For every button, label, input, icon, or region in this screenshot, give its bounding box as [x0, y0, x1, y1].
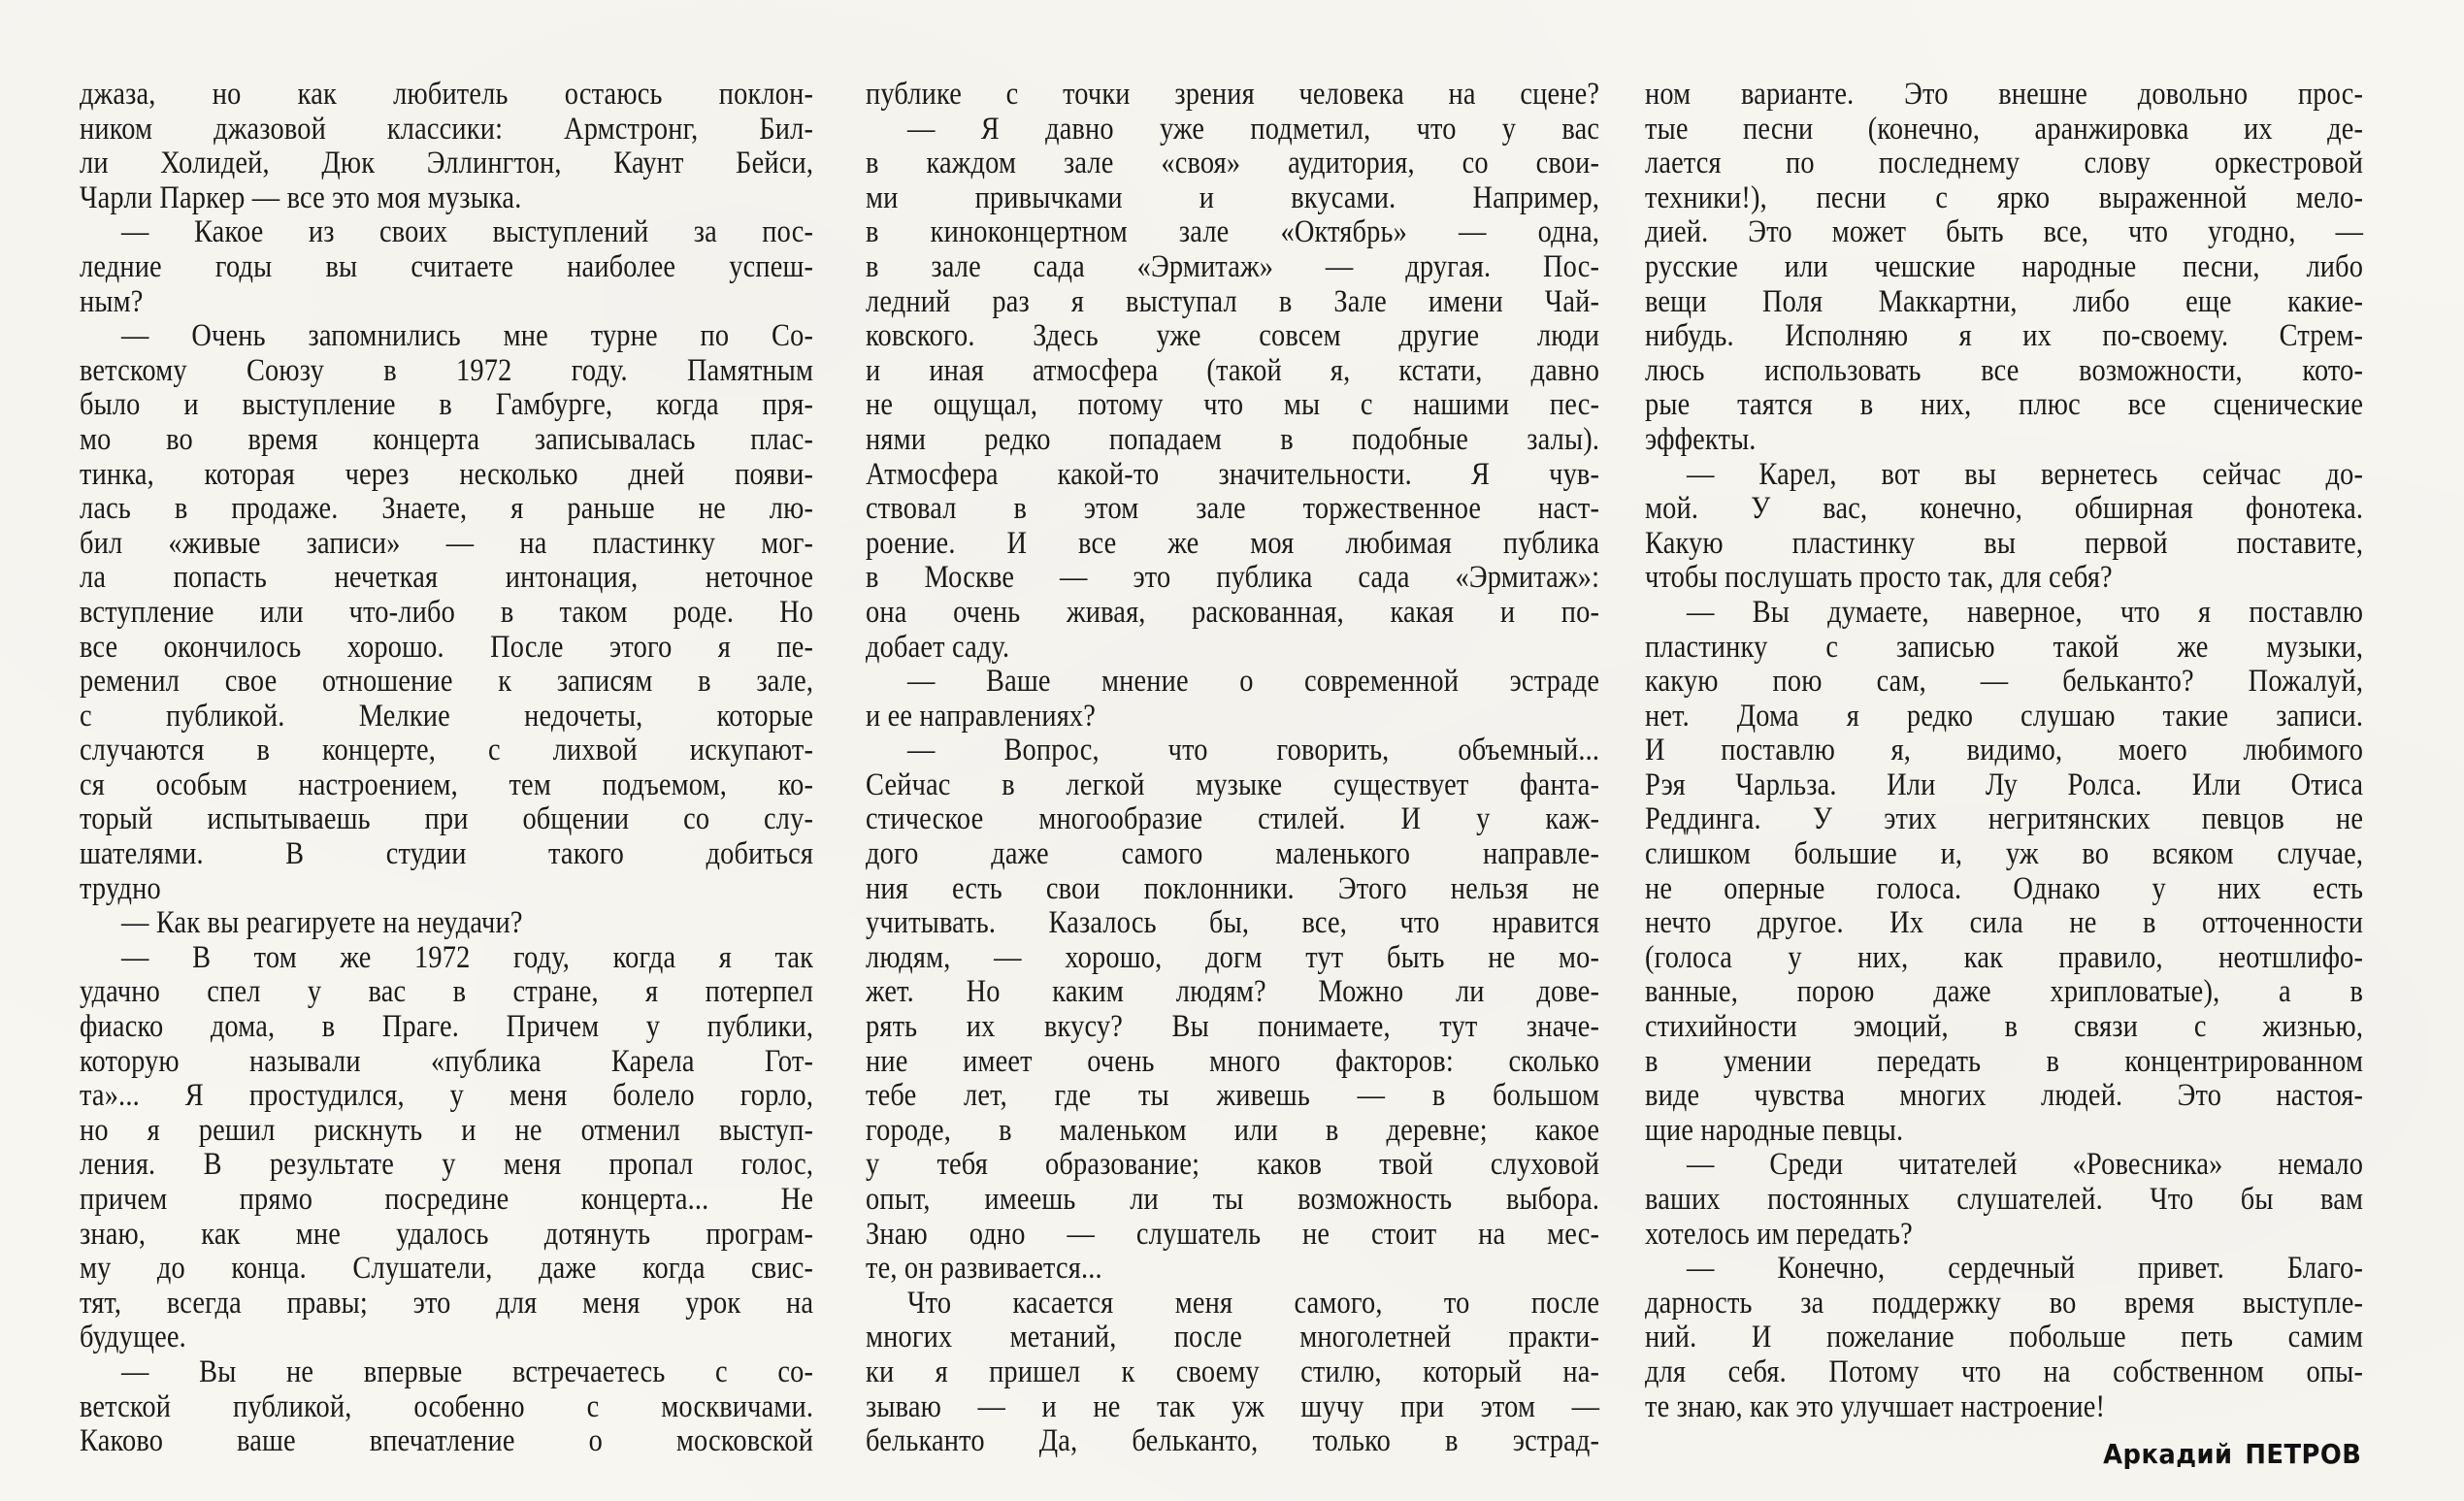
text-line: зываю — и не так уж шучу при этом —	[866, 1388, 1600, 1424]
text-line: рять их вкусу? Вы понимаете, тут значе-	[866, 1009, 1600, 1045]
text-line: тинка, которая через несколько дней появи-	[80, 456, 814, 492]
text-line: ледние годы вы считаете наиболее успеш-	[80, 248, 814, 284]
text-line: нями редко попадаем в подобные залы).	[866, 421, 1600, 457]
text-line: причем прямо посредине концерта... Не	[80, 1182, 814, 1217]
text-line: мой. У вас, конечно, обширная фонотека.	[1645, 491, 2364, 527]
text-line: людям, — хорошо, догм тут быть не мо-	[866, 939, 1600, 975]
text-line: тебе лет, где ты живешь — в большом	[866, 1078, 1600, 1114]
text-line: Атмосфера какой-то значительности. Я чув-	[866, 456, 1600, 492]
text-line: нет. Дома я редко слушаю такие записи.	[1645, 698, 2364, 734]
text-line: знаю, как мне удалось дотянуть програм-	[80, 1216, 814, 1252]
text-line: — Я давно уже подметил, что у вас	[907, 111, 1600, 147]
author-signature	[2103, 1438, 2361, 1470]
article-column-2	[866, 78, 1599, 1459]
text-line: в Москве — это публика сада «Эрмитаж»:	[866, 560, 1600, 596]
text-line: ления. В результате у меня пропал голос,	[80, 1147, 814, 1183]
text-line: но я решил рискнуть и не отменил выступ-	[80, 1112, 814, 1148]
text-line: И поставлю я, видимо, моего любимого	[1645, 733, 2364, 768]
text-line: Знаю одно — слушатель не стоит на мес-	[866, 1216, 1600, 1252]
text-line: ременил свое отношение к записям в зале,	[80, 664, 814, 700]
article-column-1	[80, 78, 813, 1459]
text-line: ся особым настроением, тем подъемом, ко-	[80, 767, 814, 802]
text-line: ледний раз я выступал в Зале имени Чай-	[866, 283, 1600, 319]
text-line: русские или чешские народные песни, либо	[1645, 248, 2364, 284]
text-line: Рэя Чарльза. Или Лу Ролса. Или Отиса	[1645, 767, 2364, 802]
text-line: удачно спел у вас в стране, я потерпел	[80, 974, 814, 1010]
text-line: виде чувства многих людей. Это настоя-	[1645, 1078, 2364, 1114]
text-line: — Вы не впервые встречаетесь с со-	[121, 1354, 814, 1389]
text-line: в умении передать в концентрированном	[1645, 1043, 2364, 1079]
text-line: ний. И пожелание побольше петь самим	[1645, 1320, 2364, 1355]
text-line: тые песни (конечно, аранжировка их де-	[1645, 111, 2364, 147]
text-line: нечто другое. Их сила не в отточенности	[1645, 905, 2364, 941]
text-line: (голоса у них, как правило, неотшлифо-	[1645, 939, 2364, 975]
text-line: Реддинга. У этих негритянских певцов не	[1645, 801, 2364, 837]
text-line: было и выступление в Гамбурге, когда пря-	[80, 387, 814, 423]
text-line: те, он развивается...	[866, 1251, 1102, 1287]
text-line: у тебя образование; каков твой слуховой	[866, 1147, 1600, 1183]
text-line: она очень живая, раскованная, какая и по-	[866, 594, 1600, 630]
text-line: вещи Поля Маккартни, либо еще какие-	[1645, 283, 2364, 319]
text-line: и иная атмосфера (такой я, кстати, давно	[866, 352, 1600, 388]
text-line: ми привычками и вкусами. Например,	[866, 179, 1600, 215]
text-line: городе, в маленьком или в деревне; какое	[866, 1112, 1600, 1148]
text-line: мо во время концерта записывалась плас-	[80, 421, 814, 457]
text-line: какую пою сам, — бельканто? Пожалуй,	[1645, 664, 2364, 700]
text-line: пластинку с записью такой же музыки,	[1645, 629, 2364, 665]
text-line: лась в продаже. Знаете, я раньше не лю-	[80, 491, 814, 527]
text-line: те знаю, как это улучшает настроение!	[1645, 1388, 2106, 1424]
text-line: — Конечно, сердечный привет. Благо-	[1687, 1251, 2364, 1287]
text-line: и ее направлениях?	[866, 698, 1097, 734]
text-line: трудно	[80, 870, 161, 906]
text-line: щие народные певцы.	[1645, 1112, 1904, 1148]
text-line: эффекты.	[1645, 421, 1757, 457]
text-line: учитывать. Казалось бы, все, что нравится	[866, 905, 1600, 941]
text-line: случаются в концерте, с лихвой искупают-	[80, 733, 814, 768]
text-line: люсь использовать все возможности, кото-	[1645, 352, 2364, 388]
text-line: многих метаний, после многолетней практи-	[866, 1320, 1600, 1355]
text-line: в каждом зале «своя» аудитория, со свои-	[866, 146, 1600, 181]
author-first-name: Аркадий	[2102, 1438, 2233, 1470]
text-line: не оперные голоса. Однако у них есть	[1645, 870, 2364, 906]
author-last-name: ПЕТРОВ	[2245, 1438, 2361, 1470]
text-line: техники!), песни с ярко выраженной мело-	[1645, 179, 2364, 215]
text-line: фиаско дома, в Праге. Причем у публики,	[80, 1009, 814, 1045]
text-line: джаза, но как любитель остаюсь поклон-	[80, 77, 814, 112]
text-line: — В том же 1972 году, когда я так	[121, 939, 814, 975]
text-line: тят, всегда правы; это для меня урок на	[80, 1285, 814, 1321]
text-line: слишком большие и, уж во всяком случае,	[1645, 836, 2364, 872]
text-line: ветской публикой, особенно с москвичами.	[80, 1388, 814, 1424]
text-line: ном варианте. Это внешне довольно прос-	[1645, 77, 2364, 112]
text-line: — Очень запомнились мне турне по Со-	[121, 318, 814, 354]
text-line: в зале сада «Эрмитаж» — другая. Пос-	[866, 248, 1600, 284]
text-line: ния есть свои поклонники. Этого нельзя не	[866, 870, 1600, 906]
text-line: — Среди читателей «Ровесника» немало	[1687, 1147, 2364, 1183]
text-line: опыт, имеешь ли ты возможность выбора.	[866, 1182, 1600, 1217]
text-line: торый испытываешь при общении со слу-	[80, 801, 814, 837]
text-line: ние имеет очень много факторов: сколько	[866, 1043, 1600, 1079]
text-line: стихийности эмоций, в связи с жизнью,	[1645, 1009, 2364, 1045]
text-line: чтобы послушать просто так, для себя?	[1645, 560, 2113, 596]
text-line: стическое многообразие стилей. И у каж-	[866, 801, 1600, 837]
text-line: бил «живые записи» — на пластинку мог-	[80, 525, 814, 561]
text-line: Каково ваше впечатление о московской	[80, 1423, 814, 1459]
text-line: — Карел, вот вы вернетесь сейчас до-	[1687, 456, 2364, 492]
text-line: ным?	[80, 283, 144, 319]
text-line: ветскому Союзу в 1972 году. Памятным	[80, 352, 814, 388]
text-line: которую называли «публика Карела Гот-	[80, 1043, 814, 1079]
text-line: дией. Это может быть все, что угодно, —	[1645, 214, 2364, 250]
text-line: в киноконцертном зале «Октябрь» — одна,	[866, 214, 1600, 250]
text-line: ваших постоянных слушателей. Что бы вам	[1645, 1182, 2364, 1217]
text-line: дого даже самого маленького направле-	[866, 836, 1600, 872]
text-line: Что касается меня самого, то после	[907, 1285, 1600, 1321]
text-line: лается по последнему слову оркестровой	[1645, 146, 2364, 181]
text-line: Сейчас в легкой музыке существует фанта-	[866, 767, 1600, 802]
text-line: — Ваше мнение о современной эстраде	[907, 664, 1600, 700]
text-line: для себя. Потому что на собственном опы-	[1645, 1354, 2364, 1389]
text-line: нибудь. Исполняю я их по-своему. Стрем-	[1645, 318, 2364, 354]
text-line: дарность за поддержку во время выступле-	[1645, 1285, 2364, 1321]
text-line: публике с точки зрения человека на сцене?	[866, 77, 1600, 112]
text-line: — Какое из своих выступлений за пос-	[121, 214, 814, 250]
text-line: все окончилось хорошо. После этого я пе-	[80, 629, 814, 665]
text-line: с публикой. Мелкие недочеты, которые	[80, 698, 814, 734]
text-line: му до конца. Слушатели, даже когда свис-	[80, 1251, 814, 1287]
text-line: ли Холидей, Дюк Эллингтон, Каунт Бейси,	[80, 146, 814, 181]
text-line: — Как вы реагируете на неудачи?	[121, 905, 523, 941]
text-line: ванные, порою даже хрипловатые), а в	[1645, 974, 2364, 1010]
text-line: добает саду.	[866, 629, 1010, 665]
text-line: роение. И все же моя любимая публика	[866, 525, 1600, 561]
text-line: Чарли Паркер — все это моя музыка.	[80, 179, 522, 215]
text-line: Какую пластинку вы первой поставите,	[1645, 525, 2364, 561]
text-line: жет. Но каким людям? Можно ли дове-	[866, 974, 1600, 1010]
text-line: ла попасть нечеткая интонация, неточное	[80, 560, 814, 596]
text-line: ствовал в этом зале торжественное наст-	[866, 491, 1600, 527]
text-line: вступление или что-либо в таком роде. Но	[80, 594, 814, 630]
text-line: рые таятся в них, плюс все сценические	[1645, 387, 2364, 423]
text-line: ником джазовой классики: Армстронг, Бил-	[80, 111, 814, 147]
text-line: бельканто Да, бельканто, только в эстрад-	[866, 1423, 1600, 1459]
text-line: та»... Я простудился, у меня болело горло,	[80, 1078, 814, 1114]
text-line: не ощущал, потому что мы с нашими пес-	[866, 387, 1600, 423]
text-line: будущее.	[80, 1320, 186, 1355]
text-line: ковского. Здесь уже совсем другие люди	[866, 318, 1600, 354]
article-column-3	[1645, 78, 2363, 1424]
text-line: — Вопрос, что говорить, объемный...	[907, 733, 1600, 768]
text-line: шателями. В студии такого добиться	[80, 836, 814, 872]
text-line: — Вы думаете, наверное, что я поставлю	[1687, 594, 2364, 630]
text-line: ки я пришел к своему стилю, который на-	[866, 1354, 1600, 1389]
text-line: хотелось им передать?	[1645, 1216, 1913, 1252]
